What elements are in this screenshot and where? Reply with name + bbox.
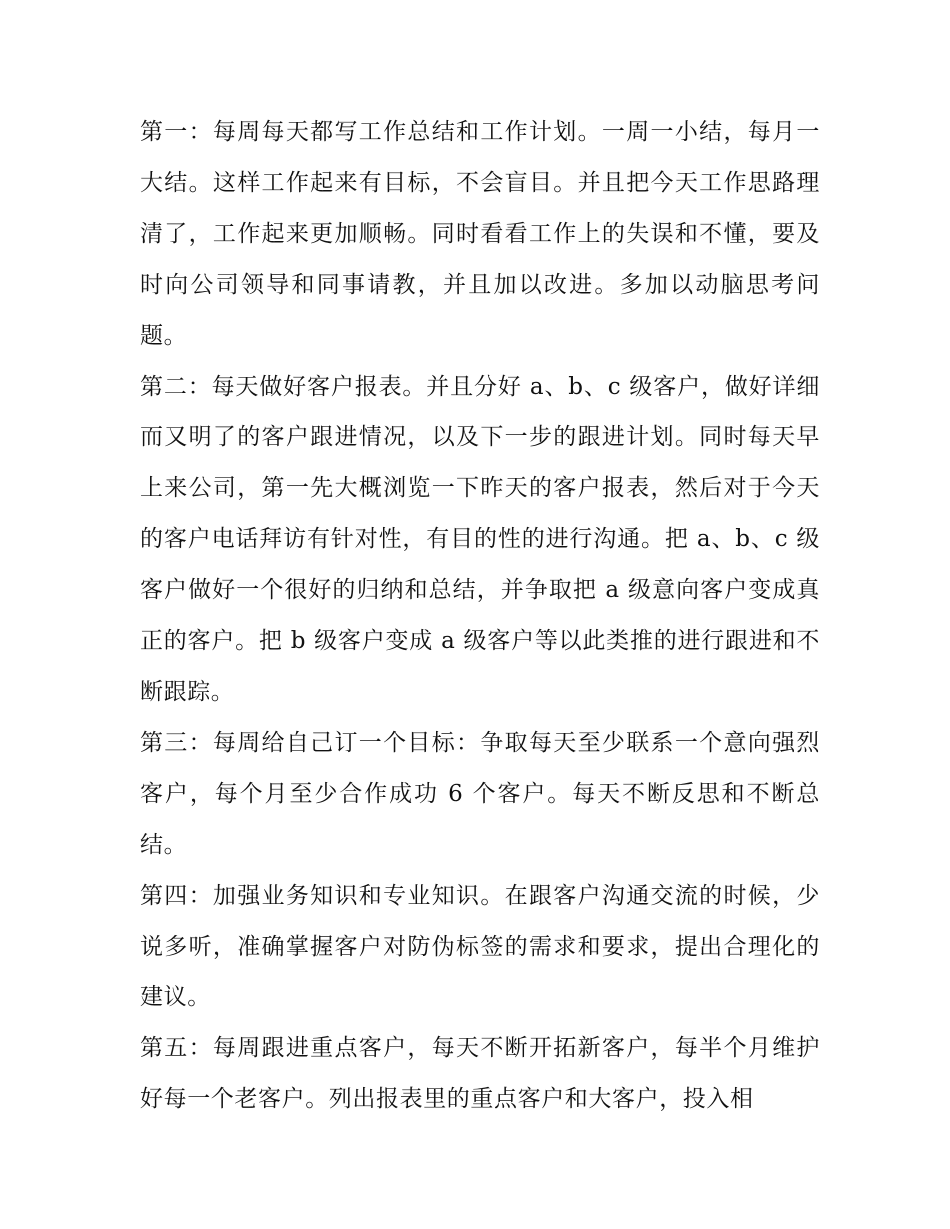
paragraph-4: 第四：加强业务知识和专业知识。在跟客户沟通交流的时候，少说多听，准确掌握客户对防伪标签的需求和要求，提出合理化的建议。 (140, 882, 820, 1011)
paragraph-5: 第五：每周跟进重点客户，每天不断开拓新客户，每半个月维护好每一个老客户。列出报表里的重点客户和大客户，投入相 (140, 1035, 820, 1113)
paragraph-2: 第二：每天做好客户报表。并且分好 a、b、c 级客户，做好详细而又明了的客户跟进情况，以及下一步的跟进计划。同时每天早上来公司，第一先大概浏览一下昨天的客户报表，然后对于今天的客户电话拜访有针对性，有目的性的进行沟通。把 a、b、c 级客户做好一个很好的归纳和总结，并争取把 a 级意向客户变成真正的客户。把 b 级客户变成 a 级客户等以此类推的进行跟进和不断跟踪。 (140, 373, 820, 705)
paragraph-3: 第三：每周给自己订一个目标：争取每天至少联系一个意向强烈客户，每个月至少合作成功 6 个客户。每天不断反思和不断总结。 (140, 729, 820, 858)
document-body (140, 107, 820, 1125)
paragraph-1: 第一：每周每天都写工作总结和工作计划。一周一小结，每月一大结。这样工作起来有目标，不会盲目。并且把今天工作思路理清了，工作起来更加顺畅。同时看看工作上的失误和不懂，要及时向公司领导和同事请教，并且加以改进。多加以动脑思考问题。 (140, 119, 820, 349)
